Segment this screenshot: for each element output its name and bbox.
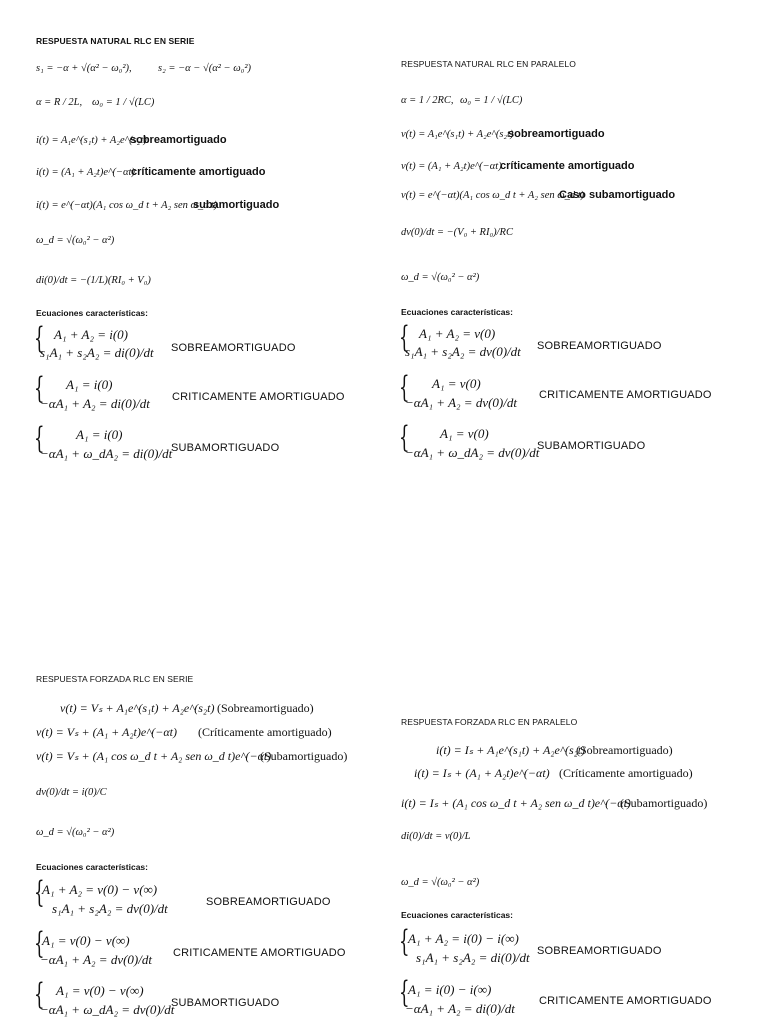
brace-icon: { xyxy=(34,371,45,406)
eq-di0: di(0)/dt = v(0)/L xyxy=(401,831,471,842)
section-title-serie-forzada: RESPUESTA FORZADA RLC EN SERIE xyxy=(36,674,194,684)
eq-s1: s₁ = −α + √(α² − ω₀²), xyxy=(36,63,132,74)
eq-dv0: dv(0)/dt = i(0)/C xyxy=(36,787,107,798)
section-title-paralelo-natural: RESPUESTA NATURAL RLC EN PARALELO xyxy=(401,59,576,69)
system-row: −αA₁ + ω_dA₂ = dv(0)/dt xyxy=(405,445,540,460)
label-criticamente-amortiguado: críticamente amortiguado xyxy=(131,166,266,178)
system-row: −αA₁ + A₂ = di(0)/dt xyxy=(40,396,150,411)
note-sobreamortiguado: (Sobreamortiguado) xyxy=(217,701,314,715)
eq-v-crit: v(t) = Vₛ + (A₁ + A₂t)e^(−αt) xyxy=(36,725,177,739)
eq-i-over: i(t) = A₁e^(s₁t) + A₂e^(s₂t) xyxy=(36,135,147,146)
system-row: s₁A₁ + s₂A₂ = dv(0)/dt xyxy=(52,901,168,916)
ec-title: Ecuaciones características: xyxy=(36,862,148,872)
system-row: s₁A₁ + s₂A₂ = dv(0)/dt xyxy=(405,344,521,359)
label-sobreamortiguado: sobreamortiguado xyxy=(508,128,605,140)
note-subamortiguado: (Subamortiguado) xyxy=(620,796,708,810)
system-row: A₁ + A₂ = i(0) xyxy=(54,327,129,342)
brace-icon: { xyxy=(34,926,45,961)
label-sobreamortiguado-caps: SOBREAMORTIGUADO xyxy=(537,340,662,352)
system-row: −αA₁ + A₂ = dv(0)/dt xyxy=(405,395,517,410)
eq-omega-d: ω_d = √(ω₀² − α²) xyxy=(401,877,480,888)
system-row: A₁ + A₂ = i(0) − i(∞) xyxy=(408,931,519,946)
brace-icon: { xyxy=(34,875,45,910)
label-subamortiguado-caps: SUBAMORTIGUADO xyxy=(171,442,280,454)
eq-i-crit: i(t) = Iₛ + (A₁ + A₂t)e^(−αt) xyxy=(414,766,550,780)
brace-icon: { xyxy=(399,420,410,455)
system-row: −αA₁ + ω_dA₂ = di(0)/dt xyxy=(40,446,173,461)
brace-icon: { xyxy=(399,924,410,959)
brace-icon: { xyxy=(399,975,410,1010)
note-subamortiguado: (Subamortiguado) xyxy=(260,749,348,763)
system-row: s₁A₁ + s₂A₂ = di(0)/dt xyxy=(416,950,530,965)
label-criticamente-caps: CRITICAMENTE AMORTIGUADO xyxy=(539,995,712,1007)
ec-title: Ecuaciones características: xyxy=(401,910,513,920)
system-row: A₁ = i(0) − i(∞) xyxy=(408,982,492,997)
note-criticamente: (Críticamente amortiguado) xyxy=(198,725,332,739)
system-row: A₁ + A₂ = v(0) xyxy=(419,326,496,341)
label-criticamente-caps: CRITICAMENTE AMORTIGUADO xyxy=(539,389,712,401)
brace-icon: { xyxy=(399,370,410,405)
system-row: −αA₁ + A₂ = dv(0)/dt xyxy=(40,952,152,967)
note-criticamente: (Críticamente amortiguado) xyxy=(559,766,693,780)
eq-v-sub: v(t) = Vₛ + (A₁ cos ω_d t + A₂ sen ω_d t)e^(−αt) xyxy=(36,749,272,763)
section-title-paralelo-forzada: RESPUESTA FORZADA RLC EN PARALELO xyxy=(401,717,578,727)
system-row: A₁ = i(0) xyxy=(66,377,113,392)
system-row: −αA₁ + A₂ = di(0)/dt xyxy=(405,1001,515,1016)
ec-title: Ecuaciones características: xyxy=(401,307,513,317)
brace-icon: { xyxy=(34,421,45,456)
eq-v-over: v(t) = Vₛ + A₁e^(s₁t) + A₂e^(s₂t) xyxy=(60,701,215,715)
brace-icon: { xyxy=(34,321,45,356)
label-caso-subamortiguado: Caso subamortiguado xyxy=(559,189,676,201)
eq-s2: s₂ = −α − √(α² − ω₀²) xyxy=(158,63,251,74)
label-sobreamortiguado-caps: SOBREAMORTIGUADO xyxy=(537,945,662,957)
label-sobreamortiguado: sobreamortiguado xyxy=(130,134,227,146)
eq-omega-d: ω_d = √(ω₀² − α²) xyxy=(36,235,115,246)
eq-alpha: α = R / 2L, xyxy=(36,97,83,108)
label-criticamente-amortiguado: críticamente amortiguado xyxy=(500,160,635,172)
label-sobreamortiguado-caps: SOBREAMORTIGUADO xyxy=(171,342,296,354)
eq-omega-d: ω_d = √(ω₀² − α²) xyxy=(36,827,115,838)
label-sobreamortiguado-caps: SOBREAMORTIGUADO xyxy=(206,896,331,908)
eq-dv0: dv(0)/dt = −(V₀ + RI₀)/RC xyxy=(401,227,513,238)
brace-icon: { xyxy=(399,320,410,355)
eq-i-over: i(t) = Iₛ + A₁e^(s₁t) + A₂e^(s₂t) xyxy=(436,743,586,757)
system-row: s₁A₁ + s₂A₂ = di(0)/dt xyxy=(40,345,154,360)
brace-icon: { xyxy=(34,977,45,1012)
eq-v-over: v(t) = A₁e^(s₁t) + A₂e^(s₂t) xyxy=(401,129,514,140)
eq-alpha: α = 1 / 2RC, xyxy=(401,95,454,106)
label-subamortiguado-caps: SUBAMORTIGUADO xyxy=(537,440,646,452)
label-subamortiguado-caps: SUBAMORTIGUADO xyxy=(171,997,280,1009)
label-criticamente-caps: CRITICAMENTE AMORTIGUADO xyxy=(172,391,345,403)
eq-omega0: ω₀ = 1 / √(LC) xyxy=(92,97,155,108)
eq-di0: di(0)/dt = −(1/L)(RI₀ + V₀) xyxy=(36,275,151,286)
eq-omega-d: ω_d = √(ω₀² − α²) xyxy=(401,272,480,283)
system-row: A₁ = v(0) − v(∞) xyxy=(56,983,144,998)
system-row: A₁ = v(0) − v(∞) xyxy=(42,933,130,948)
eq-i-crit: i(t) = (A₁ + A₂t)e^(−αt) xyxy=(36,167,135,178)
system-row: A₁ = v(0) xyxy=(440,426,489,441)
eq-i-sub: i(t) = e^(−αt)(A₁ cos ω_d t + A₂ sen ω_d t) xyxy=(36,200,218,211)
system-row: A₁ = v(0) xyxy=(432,376,481,391)
section-title-serie-natural: RESPUESTA NATURAL RLC EN SERIE xyxy=(36,36,195,46)
eq-i-sub: i(t) = Iₛ + (A₁ cos ω_d t + A₂ sen ω_d t)e^(−αt) xyxy=(401,796,631,810)
ec-title: Ecuaciones características: xyxy=(36,308,148,318)
eq-v-crit: v(t) = (A₁ + A₂t)e^(−αt) xyxy=(401,161,502,172)
label-criticamente-caps: CRITICAMENTE AMORTIGUADO xyxy=(173,947,346,959)
system-row: −αA₁ + ω_dA₂ = dv(0)/dt xyxy=(40,1002,175,1017)
note-sobreamortiguado: (Sobreamortiguado) xyxy=(576,743,673,757)
system-row: A₁ = i(0) xyxy=(76,427,123,442)
system-row: A₁ + A₂ = v(0) − v(∞) xyxy=(42,882,158,897)
eq-omega0: ω₀ = 1 / √(LC) xyxy=(460,95,523,106)
label-subamortiguado: subamortiguado xyxy=(193,199,280,211)
eq-v-sub: v(t) = e^(−αt)(A₁ cos ω_d t + A₂ sen ω_d t) xyxy=(401,190,585,201)
